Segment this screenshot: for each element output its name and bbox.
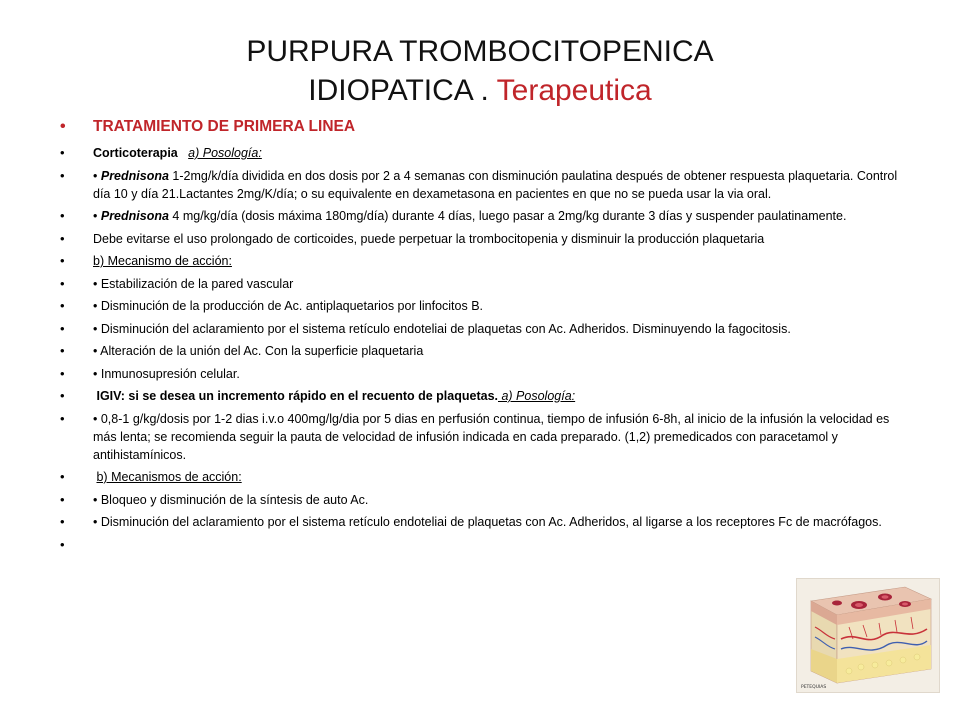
bullet-mecanismo-1: • • Estabilización de la pared vascular — [60, 275, 898, 293]
bullet-igiv — [60, 387, 898, 405]
corticoterapia-label: Corticoterapia — [93, 146, 178, 160]
bullet-prednisona-2 — [60, 207, 898, 225]
bullet-igiv-mecanismo-1: • • Bloqueo y disminución de la síntesis de auto Ac. — [60, 491, 898, 509]
bullet-corticoterapia — [60, 144, 898, 162]
drug-name: Prednisona — [100, 209, 169, 223]
bullet-igiv-mecanismos-heading — [60, 468, 898, 486]
bullet-mecanismo-3: • • Disminución del aclaramiento por el sistema retículo endoteliai de plaquetas con Ac. Adheridos. Disminuyendo la fagocitosis. — [60, 320, 898, 338]
skin-purpura-illustration — [796, 578, 940, 693]
figure-caption: PETEQUIAS — [801, 685, 827, 690]
mecanismo-label: b) Mecanismo de acción: — [93, 254, 232, 268]
bullet-mecanismo-4: • • Alteración de la unión del Ac. Con la superficie plaquetaria — [60, 342, 898, 360]
title-line-2 — [0, 71, 960, 110]
title-line-2-text: IDIOPATICA . — [308, 74, 497, 107]
bullet-warning: • Debe evitarse el uso prolongado de corticoides, puede perpetuar la trombocitopenia y disminuir la producción plaquetaria — [60, 230, 898, 248]
bullet-mecanismo-5: • • Inmunosupresión celular. — [60, 365, 898, 383]
bullet-heading: • TRATAMIENTO DE PRIMERA LINEA — [60, 116, 898, 138]
bullet-igiv-dosis: • • 0,8-1 g/kg/dosis por 1-2 dias i.v.o 400mg/lg/dia por 5 dias en perfusión continua, tiempo de infusión 6-8h, al inicio de la infusión la velocidad es más lenta; se recomienda seguir la pauta de velocidad de infusión indicada en cada preparado. (1,2) premedicados con paracetamol y antihistamínicos. — [60, 410, 898, 464]
bullet-text: 1-2mg/k/día dividida en dos dosis por 2 a 4 semanas con disminución paulatina después de obtener respuesta plaquetaria. Control día 10 y día 21.Lactantes 2mg/K/día; o su equivalente en dexametasona en pacientes en que no se pueda usar la via oral. — [93, 168, 898, 201]
slide-title — [0, 32, 960, 110]
title-line-1: PURPURA TROMBOCITOPENICA — [246, 35, 714, 68]
title-accent: Terapeutica — [496, 74, 652, 107]
skin-purpura-icon — [797, 579, 939, 692]
posologia-label: a) Posología: — [188, 146, 262, 160]
bullet-mark: • — [93, 209, 101, 223]
bullet-mecanismo-heading — [60, 252, 898, 270]
bullet-empty — [60, 536, 898, 554]
bullet-list — [60, 116, 898, 558]
igiv-mecanismos-label: b) Mecanismos de acción: — [96, 470, 242, 484]
bullet-text: 4 mg/kg/día (dosis máxima 180mg/día) durante 4 días, luego pasar a 2mg/kg durante 3 días y suspender paulatinamente. — [168, 209, 847, 223]
bullet-prednisona-1 — [60, 167, 898, 203]
bullet-igiv-mecanismo-2: • • Disminución del aclaramiento por el sistema retículo endoteliai de plaquetas con Ac. Adheridos, al ligarse a los receptores Fc de macrófagos. — [60, 513, 898, 531]
igiv-posologia-label: a) Posología: — [498, 389, 576, 403]
drug-name: Prednisona — [100, 168, 169, 183]
bullet-mecanismo-2: • • Disminución de la producción de Ac. antiplaquetarios por linfocitos B. — [60, 297, 898, 315]
bullet-mark: • — [93, 168, 101, 183]
igiv-label: IGIV: si se desea un incremento rápido en el recuento de plaquetas. — [96, 389, 498, 403]
